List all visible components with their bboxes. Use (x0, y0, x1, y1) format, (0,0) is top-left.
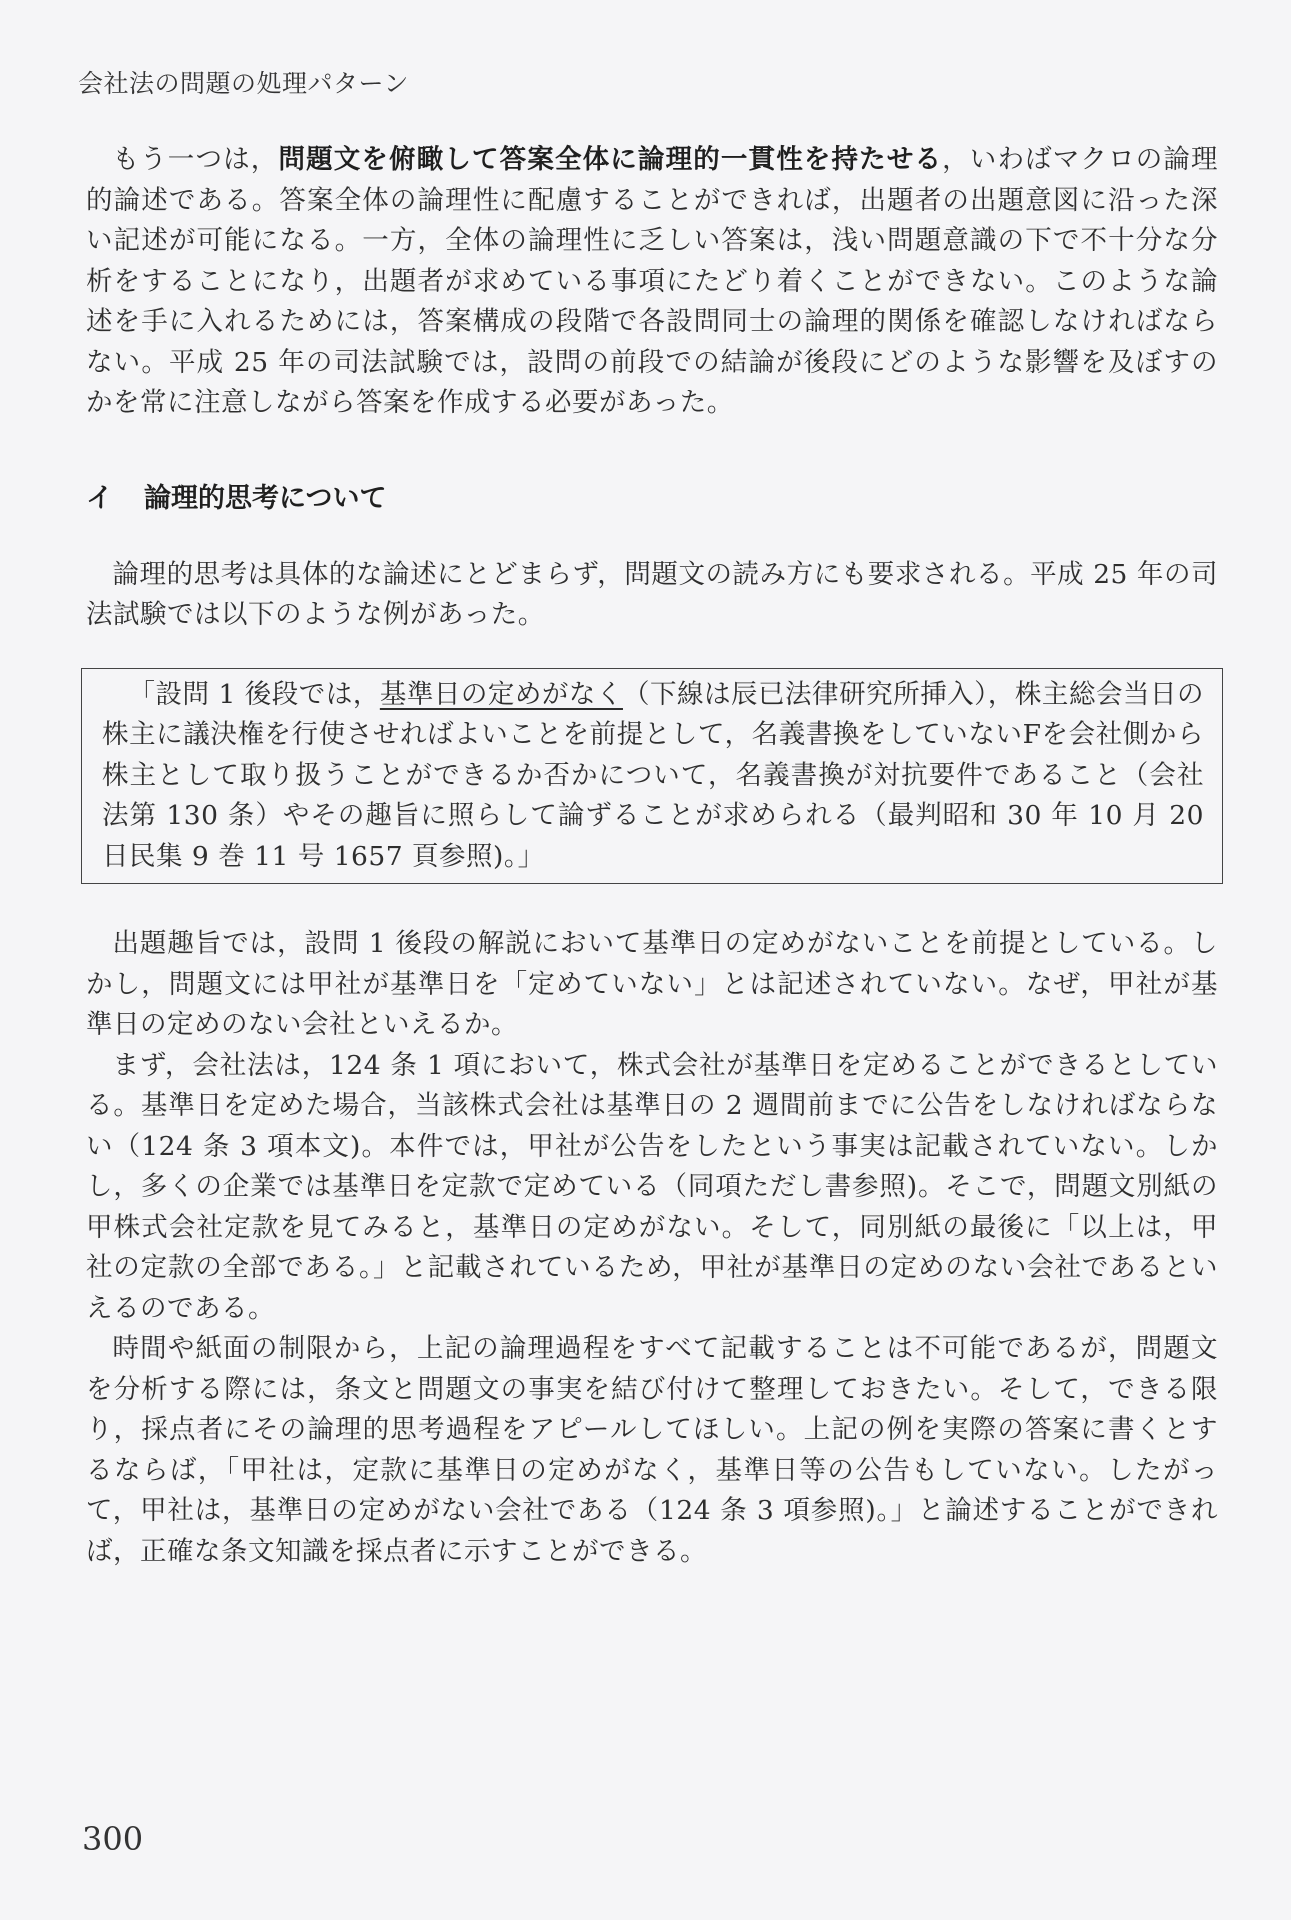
intro-paragraph (86, 140, 1218, 424)
body-paragraph: 出題趣旨では，設問 1 後段の解説において基準日の定めがないことを前提としている。しかし，問題文には甲社が基準日を「定めていない」とは記述されていない。なぜ，甲社が基準日の定めのない会社といえるか。 (86, 928, 1218, 1040)
section-intro-paragraph: 論理的思考は具体的な論述にとどまらず，問題文の読み方にも要求される。平成 25 年の司法試験では以下のような例があった。 (86, 558, 1218, 630)
section-number: イ (86, 482, 113, 514)
intro-emphasis: 問題文を俯瞰して答案全体に論理的一貫性を持たせる (278, 144, 943, 175)
quote-underlined: 基準日の定めがなく (379, 678, 623, 710)
body-paragraph: まず，会社法は，124 条 1 項において，株式会社が基準日を定めることができるとしている。基準日を定めた場合，当該株式会社は基準日の 2 週間前までに公告をしなければならない（124 条 3 項本文)。本件では，甲社が公告をしたという事実は記載されていない。しかし，多くの企業では基準日を定款で定めている（同項ただし書参照)。そこで，問題文別紙の甲株式会社定款を見てみると，基準日の定めがない。そして，同別紙の最後に「以上は，甲社の定款の全部である。」と記載されているため，甲社が基準日の定めのない会社であるといえるのである。 (86, 1049, 1218, 1324)
body-paragraphs (86, 924, 1218, 1572)
quote-text (102, 675, 1204, 878)
quote-pre: 「設問 1 後段では， (128, 678, 380, 710)
intro-pre: もう一つは， (112, 144, 279, 175)
quote-post: （下線は辰已法律研究所挿入），株主総会当日の株主に議決権を行使させればよいことを前提として，名義書換をしていないFを会社側から株主として取り扱うことができるか否かについて，名義書換が対抗要件であること（会社法第 130 条）やその趣旨に照らして論ずることが求められる（最判昭和 30 年 10 月 20 日民集 9 巻 11 号 1657 頁参照)。」 (102, 678, 1204, 872)
page-number: 300 (82, 1820, 144, 1858)
section-heading (86, 476, 1218, 515)
quote-box (81, 668, 1223, 885)
intro-post: ，いわばマクロの論理的論述である。答案全体の論理性に配慮することができれば，出題者の出題意図に沿った深い記述が可能になる。一方，全体の論理性に乏しい答案は，浅い問題意識の下で不十分な分析をすることになり，出題者が求めている事項にたどり着くことができない。このような論述を手に入れるためには，答案構成の段階で各設問同士の論理的関係を確認しなければならない。平成 25 年の司法試験では，設問の前段での結論が後段にどのような影響を及ぼすのかを常に注意しながら答案を作成する必要があった。 (86, 144, 1219, 418)
section-title: 論理的思考について (144, 482, 387, 514)
page-body (86, 140, 1218, 1572)
body-paragraph: 時間や紙面の制限から，上記の論理過程をすべて記載することは不可能であるが，問題文を分析する際には，条文と問題文の事実を結び付けて整理しておきたい。そして，できる限り，採点者にその論理的思考過程をアピールしてほしい。上記の例を実際の答案に書くとするならば，「甲社は，定款に基準日の定めがなく，基準日等の公告もしていない。したがって，甲社は，基準日の定めがない会社である（124 条 3 項参照)。」と論述することができれば，正確な条文知識を採点者に示すことができる。 (86, 1333, 1218, 1567)
running-header: 会社法の問題の処理パターン (78, 69, 410, 98)
